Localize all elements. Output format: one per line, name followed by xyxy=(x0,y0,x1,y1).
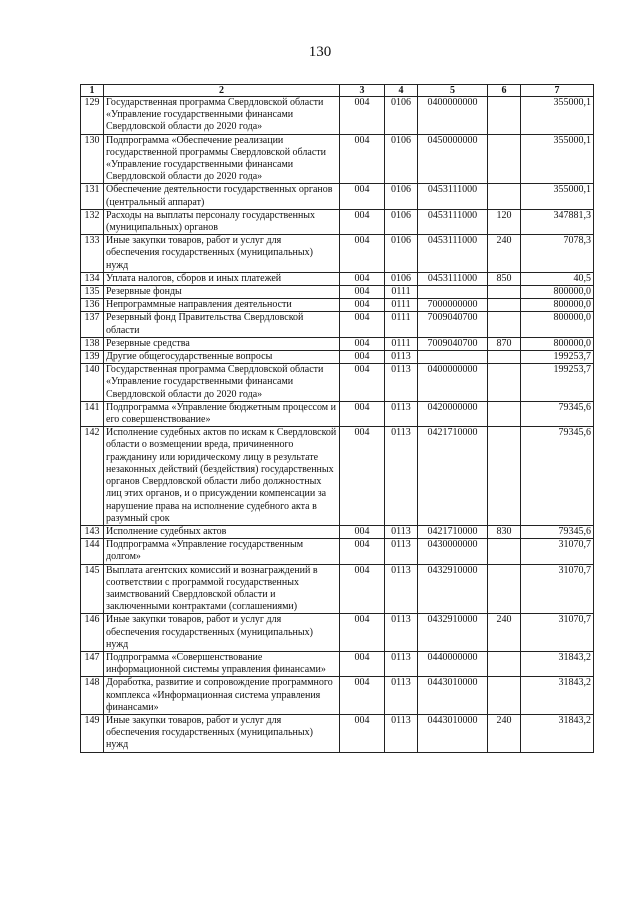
row-code-3: 004 xyxy=(340,677,385,715)
row-code-4: 0111 xyxy=(385,299,418,312)
row-name: Выплата агентских комиссий и вознаграждений в соответствии с программой государственных заимствований Свердловской области и заключенными контрактами (соглашениями) xyxy=(104,564,340,614)
row-amount: 40,5 xyxy=(521,272,594,285)
table-row xyxy=(81,312,594,337)
row-amount: 800000,0 xyxy=(521,286,594,299)
row-name: Исполнение судебных актов xyxy=(104,525,340,538)
header-col-1: 1 xyxy=(81,85,104,97)
row-code-6 xyxy=(488,677,521,715)
row-amount: 800000,0 xyxy=(521,299,594,312)
row-amount: 31843,2 xyxy=(521,677,594,715)
table-row xyxy=(81,209,594,234)
row-name: Доработка, развитие и сопровождение программного комплекса «Информационная система управления финансами» xyxy=(104,677,340,715)
row-code-6: 830 xyxy=(488,525,521,538)
row-code-5: 0400000000 xyxy=(418,364,488,402)
row-code-3: 004 xyxy=(340,235,385,273)
row-code-5: 0430000000 xyxy=(418,539,488,564)
row-code-3: 004 xyxy=(340,209,385,234)
row-name: Резервный фонд Правительства Свердловской области xyxy=(104,312,340,337)
row-amount: 355000,1 xyxy=(521,134,594,184)
row-amount: 31843,2 xyxy=(521,651,594,676)
row-code-4: 0113 xyxy=(385,564,418,614)
header-col-4: 4 xyxy=(385,85,418,97)
row-code-5: 0450000000 xyxy=(418,134,488,184)
row-number: 148 xyxy=(81,677,104,715)
table-row xyxy=(81,351,594,364)
row-code-4: 0111 xyxy=(385,337,418,350)
row-name: Резервные средства xyxy=(104,337,340,350)
row-code-6: 240 xyxy=(488,714,521,752)
row-code-3: 004 xyxy=(340,312,385,337)
row-name: Подпрограмма «Управление государственным долгом» xyxy=(104,539,340,564)
row-code-5: 0453111000 xyxy=(418,272,488,285)
row-code-6 xyxy=(488,134,521,184)
table-row xyxy=(81,651,594,676)
table-row xyxy=(81,286,594,299)
row-code-6: 240 xyxy=(488,235,521,273)
row-code-6 xyxy=(488,539,521,564)
row-code-4: 0113 xyxy=(385,525,418,538)
header-col-6: 6 xyxy=(488,85,521,97)
row-name: Обеспечение деятельности государственных органов (центральный аппарат) xyxy=(104,184,340,209)
row-code-3: 004 xyxy=(340,351,385,364)
row-code-3: 004 xyxy=(340,97,385,135)
table-row xyxy=(81,714,594,752)
header-col-7: 7 xyxy=(521,85,594,97)
row-code-5: 0432910000 xyxy=(418,614,488,652)
row-amount: 355000,1 xyxy=(521,97,594,135)
table-row xyxy=(81,677,594,715)
row-amount: 7078,3 xyxy=(521,235,594,273)
row-code-4: 0113 xyxy=(385,677,418,715)
row-code-4: 0111 xyxy=(385,312,418,337)
row-code-6 xyxy=(488,651,521,676)
budget-table xyxy=(80,84,594,753)
row-code-6 xyxy=(488,312,521,337)
row-name: Иные закупки товаров, работ и услуг для обеспечения государственных (муниципальных) нужд xyxy=(104,235,340,273)
row-code-5: 0440000000 xyxy=(418,651,488,676)
row-name: Другие общегосударственные вопросы xyxy=(104,351,340,364)
row-code-6: 850 xyxy=(488,272,521,285)
row-code-6 xyxy=(488,564,521,614)
row-number: 138 xyxy=(81,337,104,350)
table-row xyxy=(81,427,594,526)
row-code-5: 7009040700 xyxy=(418,337,488,350)
table-row xyxy=(81,564,594,614)
table-row xyxy=(81,614,594,652)
row-amount: 79345,6 xyxy=(521,427,594,526)
row-code-3: 004 xyxy=(340,525,385,538)
table-row xyxy=(81,337,594,350)
row-code-3: 004 xyxy=(340,134,385,184)
row-code-4: 0106 xyxy=(385,272,418,285)
row-code-5: 0421710000 xyxy=(418,525,488,538)
row-number: 131 xyxy=(81,184,104,209)
header-col-2: 2 xyxy=(104,85,340,97)
row-number: 145 xyxy=(81,564,104,614)
row-code-5: 0420000000 xyxy=(418,401,488,426)
row-code-3: 004 xyxy=(340,337,385,350)
row-number: 143 xyxy=(81,525,104,538)
header-col-5: 5 xyxy=(418,85,488,97)
row-code-6 xyxy=(488,427,521,526)
row-name: Резервные фонды xyxy=(104,286,340,299)
row-code-5: 0400000000 xyxy=(418,97,488,135)
row-name: Уплата налогов, сборов и иных платежей xyxy=(104,272,340,285)
row-code-3: 004 xyxy=(340,539,385,564)
row-number: 137 xyxy=(81,312,104,337)
row-code-5 xyxy=(418,351,488,364)
row-name: Непрограммные направления деятельности xyxy=(104,299,340,312)
row-code-5: 0453111000 xyxy=(418,184,488,209)
row-amount: 79345,6 xyxy=(521,525,594,538)
row-code-5: 0421710000 xyxy=(418,427,488,526)
row-code-6 xyxy=(488,364,521,402)
row-number: 130 xyxy=(81,134,104,184)
row-number: 136 xyxy=(81,299,104,312)
row-amount: 79345,6 xyxy=(521,401,594,426)
row-code-6 xyxy=(488,184,521,209)
row-code-5: 7009040700 xyxy=(418,312,488,337)
table-row xyxy=(81,134,594,184)
row-code-4: 0113 xyxy=(385,614,418,652)
row-amount: 199253,7 xyxy=(521,364,594,402)
row-code-6 xyxy=(488,401,521,426)
row-name: Подпрограмма «Совершенствование информационной системы управления финансами» xyxy=(104,651,340,676)
row-code-4: 0106 xyxy=(385,209,418,234)
row-amount: 800000,0 xyxy=(521,312,594,337)
table-row xyxy=(81,539,594,564)
table-header-row xyxy=(81,85,594,97)
row-code-5 xyxy=(418,286,488,299)
row-code-6 xyxy=(488,299,521,312)
row-code-6 xyxy=(488,97,521,135)
table-row xyxy=(81,184,594,209)
page-number: 130 xyxy=(308,44,332,60)
row-code-3: 004 xyxy=(340,401,385,426)
row-code-3: 004 xyxy=(340,184,385,209)
row-number: 140 xyxy=(81,364,104,402)
row-code-4: 0113 xyxy=(385,401,418,426)
row-amount: 31843,2 xyxy=(521,714,594,752)
table-row xyxy=(81,272,594,285)
row-name: Исполнение судебных актов по искам к Свердловской области о возмещении вреда, причиненного гражданину или юридическому лицу в результате незаконных действий (бездействия) государственных органов Свердловской области либо должностных лиц этих органов, и о присуждении компенсации за нарушение права на исполнение судебного акта в разумный срок xyxy=(104,427,340,526)
header-col-3: 3 xyxy=(340,85,385,97)
row-number: 139 xyxy=(81,351,104,364)
row-amount: 355000,1 xyxy=(521,184,594,209)
row-code-4: 0106 xyxy=(385,134,418,184)
row-code-4: 0106 xyxy=(385,97,418,135)
row-code-5: 0443010000 xyxy=(418,714,488,752)
row-code-3: 004 xyxy=(340,614,385,652)
row-code-3: 004 xyxy=(340,651,385,676)
row-amount: 31070,7 xyxy=(521,539,594,564)
row-number: 132 xyxy=(81,209,104,234)
row-code-3: 004 xyxy=(340,286,385,299)
table-row xyxy=(81,97,594,135)
row-code-4: 0113 xyxy=(385,714,418,752)
row-amount: 347881,3 xyxy=(521,209,594,234)
row-code-4: 0113 xyxy=(385,651,418,676)
row-number: 142 xyxy=(81,427,104,526)
row-number: 129 xyxy=(81,97,104,135)
table-row xyxy=(81,401,594,426)
row-code-4: 0113 xyxy=(385,539,418,564)
row-number: 135 xyxy=(81,286,104,299)
row-code-4: 0111 xyxy=(385,286,418,299)
row-name: Подпрограмма «Управление бюджетным процессом и его совершенствование» xyxy=(104,401,340,426)
row-code-4: 0113 xyxy=(385,351,418,364)
row-code-5: 0453111000 xyxy=(418,235,488,273)
row-code-6 xyxy=(488,351,521,364)
row-code-6: 120 xyxy=(488,209,521,234)
row-code-3: 004 xyxy=(340,364,385,402)
row-name: Государственная программа Свердловской области «Управление государственными финансами Свердловской области до 2020 года» xyxy=(104,97,340,135)
row-code-3: 004 xyxy=(340,299,385,312)
row-name: Государственная программа Свердловской области «Управление государственными финансами Свердловской области до 2020 года» xyxy=(104,364,340,402)
row-amount: 31070,7 xyxy=(521,564,594,614)
row-number: 146 xyxy=(81,614,104,652)
row-code-4: 0113 xyxy=(385,364,418,402)
row-code-6: 240 xyxy=(488,614,521,652)
row-code-6 xyxy=(488,286,521,299)
row-amount: 800000,0 xyxy=(521,337,594,350)
row-code-3: 004 xyxy=(340,427,385,526)
row-code-5: 7000000000 xyxy=(418,299,488,312)
row-code-4: 0113 xyxy=(385,427,418,526)
row-amount: 31070,7 xyxy=(521,614,594,652)
row-number: 134 xyxy=(81,272,104,285)
row-code-5: 0432910000 xyxy=(418,564,488,614)
row-name: Подпрограмма «Обеспечение реализации государственной программы Свердловской области «Управление государственными финансами Свердловской области до 2020 года» xyxy=(104,134,340,184)
table-row xyxy=(81,364,594,402)
row-number: 147 xyxy=(81,651,104,676)
row-name: Иные закупки товаров, работ и услуг для обеспечения государственных (муниципальных) нужд xyxy=(104,614,340,652)
row-number: 133 xyxy=(81,235,104,273)
row-code-3: 004 xyxy=(340,714,385,752)
row-number: 144 xyxy=(81,539,104,564)
row-code-6: 870 xyxy=(488,337,521,350)
row-number: 141 xyxy=(81,401,104,426)
row-code-5: 0453111000 xyxy=(418,209,488,234)
row-code-3: 004 xyxy=(340,272,385,285)
row-code-4: 0106 xyxy=(385,184,418,209)
row-code-5: 0443010000 xyxy=(418,677,488,715)
row-code-3: 004 xyxy=(340,564,385,614)
row-amount: 199253,7 xyxy=(521,351,594,364)
row-code-4: 0106 xyxy=(385,235,418,273)
table-row xyxy=(81,299,594,312)
row-number: 149 xyxy=(81,714,104,752)
row-name: Иные закупки товаров, работ и услуг для обеспечения государственных (муниципальных) нужд xyxy=(104,714,340,752)
table-row xyxy=(81,525,594,538)
table-row xyxy=(81,235,594,273)
row-name: Расходы на выплаты персоналу государственных (муниципальных) органов xyxy=(104,209,340,234)
